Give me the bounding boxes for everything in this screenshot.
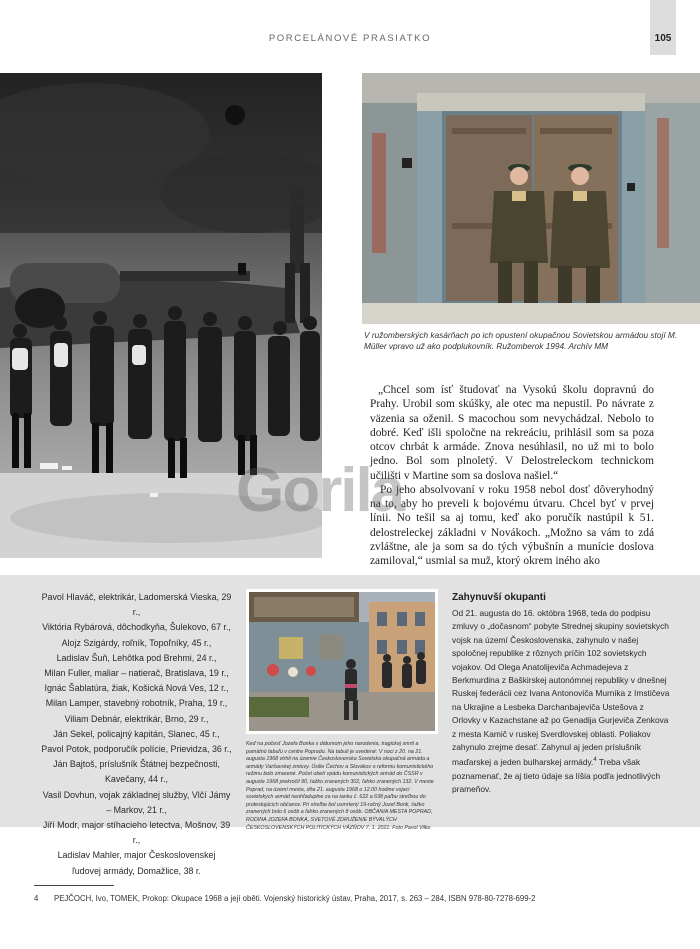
victim-entry: Milan Lamper, stavebný robotník, Praha, 19 r., [45,698,228,709]
footnote-reference: 4 [593,757,597,764]
memorial-illustration [249,592,435,731]
footnote [34,894,674,903]
victim-entry: Ladislav Šuň, Lehôtka pod Brehmi, 24 r., [56,652,217,663]
article-body [370,383,654,568]
memorial-photo-caption: Keď na počesť Jozefa Bonka s dátumom jeho narodenia, tragickej smrti a pamätnú tabuľu v centre Popradu. Na tabuli je uvedené: V noci z 20. na 21. augusta 1968 vtrhli na územie Československa Sovietska okupačná armáda a armády Varšavskej zmluvy. Úsilie Čechov a Slovákov o reformu komunistického režimu bolo zmarené. Počet obetí vpádu komunistických armád do ČSSR v auguste 1968 prekročil 90, ťažko zranených 302, ľahko zranených 132. V meste Poprad, na území mesta, dňa 21. augusta 1968 o 12.00 hodine vojaci sovietskych armád neohľaduplne za na tanku č. 622 a 638 paľbu streľbou do protestujúcich občanov. Pri streľbe bol usmrtený 19-ročný Jozef Bonk, ťažko zranených bolo 6 osôb a ľahko zranených 8 osôb. OBČANIA MESTA POPRAD, RODINA JOZEFA BONKA, SVETOVÉ ZDRUŽENIE BÝVALÝCH ČESKOSLOVENSKÝCH POLITICKÝCH VÄZŇOV 7. 1. 2021. Foto Pavol Vilko [246,741,434,831]
victim-entry: Ján Bajtoš, príslušník Štátnej bezpečnosti, Kavečany, 44 r., [53,759,220,785]
body-paragraph-1: „Chcel som ísť študovať na Vysokú školu dopravnú do Prahy. Urobil som skúšky, ale otec ma nepustil. Po návrate z väzenia sa oženil. S macochou som nevychádzal. Nebolo to dobré. Keď išli spoločne na rekreáciu, prihlásil som sa poza otcov chrbát k armáde. Znova nesúhlasil, no už mi to bolo jedno. Bol som plnoletý. V Delostreleckom technickom učilišti v Martine som sa doslova našiel.“ [370,384,654,482]
page-number: 105 [654,33,672,44]
sidebar-text-main: Od 21. augusta do 16. októbra 1968, teda do podpisu zmluvy o „dočasnom“ pobyte Strednej skupiny sovietskych vojsk na území Československa, zahynulo v našej spoločnej republike z rôznych príčin 102 sovietskych vojakov. Od Olega Anatolijeviča Achmadejeva z Berkmurdina z Baškirskej autonómnej republiky v dnešnej Ruskej federácii cez Ivana Antonoviča Murnika z Imstičeva na Ukrajine a Lesbeka Darchanbajeviča Ustešova z Orlovky v Kazachstane až po Genadija Gurjeviča Zenkova z mesta Kamič v ruskej Sverdlovskej oblasti. Poliakov zahynulo zrejme desať. Zahynul aj jeden príslušník maďarskej a jeden bulharskej armády. [452,608,670,768]
sidebar-text-end: Treba však poznamenať, že aj tieto údaje sa líšia podľa jednotlivých prameňov. [452,757,661,795]
crowd-tank-photo [0,73,322,558]
sidebar-heading: Zahynuvší okupanti [452,592,546,603]
watermark-logo: Gorila [236,456,404,525]
footnote-text: PEJČOCH, Ivo, TOMEK, Prokop: Okupace 1968 a její oběti. Vojenský historický ústav, Praha, 2017, s. 263 – 284, ISBN 978-80-7278-699-2 [54,894,536,903]
victim-entry: Ladislav Mahler, major Československej [57,850,216,861]
victim-entry: Vasil Dovhun, vojak základnej služby, Vlčí Jámy – Markov, 21 r., [42,789,231,815]
running-header: PORCELÁNOVÉ PRASIATKO [268,33,432,44]
victim-entry: Jiří Modr, major stíhacieho letectva, Mošnov, 39 r., [42,820,231,846]
victim-entry: Ján Sekel, policajný kapitán, Slanec, 45 r., [53,728,220,739]
soldiers-barracks-photo [362,73,700,324]
victim-entry: Milan Fuller, maliar – natierač, Bratislava, 19 r., [44,668,229,679]
victim-entry: Pavol Hlaváč, elektrikár, Ladomerská Vieska, 29 r., [41,592,232,618]
sidebar-text [452,607,674,796]
victim-entry: Ignác Šablatúra, žiak, Košická Nová Ves, 12 r., [44,683,229,694]
footnote-number: 4 [34,894,39,903]
victim-entry: Alojz Szigárdy, roľník, Topoľníky, 45 r., [61,637,212,648]
crowd-tank-illustration [0,73,322,558]
victim-entry: Viktória Rybárová, dôchodkyňa, Šulekovo, 67 r., [42,622,231,633]
victims-list [40,590,233,879]
photo-caption-top: V ružomberských kasárňach po ich opustení okupačnou Sovietskou armádou stojí M. Müller vpravo už ako podplukovník. Ružomberok 1994. Archív MM [364,330,678,351]
soldiers-illustration [362,73,700,324]
victim-entry: ľudovej armády, Domažlice, 38 r. [72,865,201,876]
memorial-plaque-photo [246,589,438,734]
victim-entry: Viliam Debnár, elektrikár, Brno, 29 r., [64,713,209,724]
victim-entry: Pavol Potok, podporučík polície, Prievidza, 36 r., [41,744,232,755]
body-paragraph-2: Po jeho absolvovaní v roku 1958 nebol dosť dôveryhodný na to, aby ho preveli k bojovému útvaru. Chcel byť v prvej línii. No tešil sa aj tomu, keď ako poručík nastúpil k 51. delostreleckej základni v Novákoch. „Možno sa vám to zdá zvláštne, ale ja som sa do tých výbušnín a munície doslova zamiloval,“ usmial sa muž, ktorý okrem iného ako [370,483,654,567]
page-number-tab [650,0,676,55]
footnote-divider [34,885,114,886]
